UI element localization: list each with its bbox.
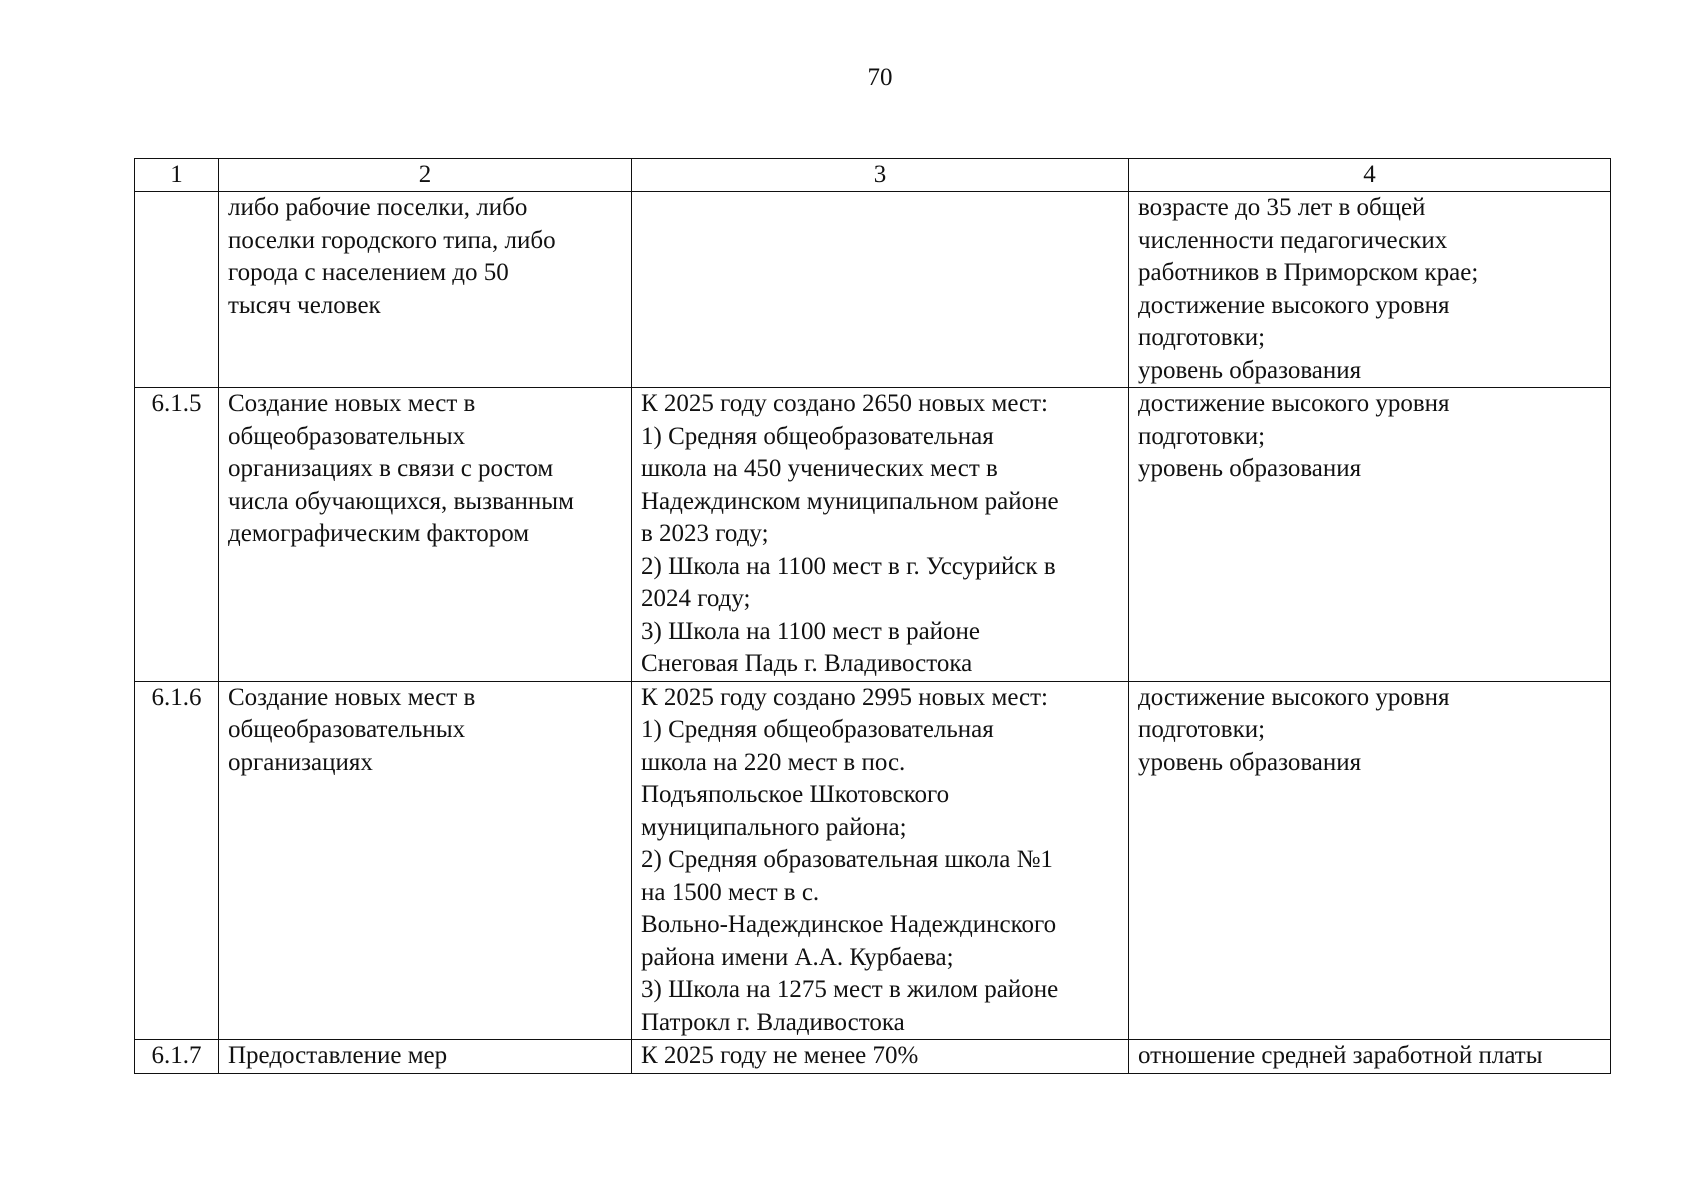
cell-c4 — [1129, 192, 1611, 388]
cell-text-line: работников в Приморском крае; — [1138, 259, 1479, 286]
cell-text-line: общеобразовательных — [228, 716, 466, 743]
cell-text-line: общеобразовательных — [228, 422, 466, 450]
cell-text-line: 1) Средняя общеобразовательная — [641, 716, 994, 743]
cell-c3 — [632, 192, 1129, 388]
cell-text-line: Подъяпольское Шкотовского — [641, 781, 950, 808]
cell-c2 — [219, 1040, 632, 1074]
cell-c2 — [219, 681, 632, 1040]
cell-text-line: либо рабочие поселки, либо — [228, 194, 528, 221]
cell-text-line: на 1500 мест в с. — [641, 878, 820, 906]
column-header-2: 2 — [219, 159, 632, 192]
cell-text-line: школа на 450 ученических мест в — [641, 455, 998, 482]
cell-text-line: организациях — [228, 748, 373, 776]
cell-text-line: Патрокл г. Владивостока — [641, 1008, 905, 1036]
cell-text-line: К 2025 году создано 2995 новых мест: — [641, 683, 1049, 711]
cell-text-line: 3) Школа на 1275 мест в жилом районе — [641, 976, 1059, 1003]
cell-text-line: Надеждинском муниципальном районе — [641, 487, 1059, 515]
cell-text-line: тысяч человек — [228, 291, 381, 319]
cell-text-line: поселки городского типа, либо — [228, 226, 556, 254]
table-row — [135, 388, 1611, 682]
cell-text-line: достижение высокого уровня — [1138, 390, 1450, 417]
document-table — [134, 158, 1611, 1074]
cell-c4 — [1129, 681, 1611, 1040]
cell-text-line: 2024 году; — [641, 585, 751, 612]
cell-text-line: достижение высокого уровня — [1138, 683, 1450, 711]
row-number-cell: 6.1.6 — [135, 681, 219, 1040]
table-header-row — [135, 159, 1611, 192]
cell-text-line: Предоставление мер — [228, 1042, 448, 1069]
cell-text-line: города с населением до 50 — [228, 259, 509, 286]
cell-text-line: 2) Школа на 1100 мест в г. Уссурийск в — [641, 552, 1056, 580]
cell-text-line: уровень образования — [1138, 748, 1362, 776]
cell-c2 — [219, 192, 632, 388]
cell-text-line: школа на 220 мест в пос. — [641, 748, 906, 776]
cell-c2 — [219, 388, 632, 682]
row-number-cell — [135, 192, 219, 388]
cell-c4 — [1129, 388, 1611, 682]
cell-text-line: численности педагогических — [1138, 226, 1448, 254]
cell-text-line: подготовки; — [1138, 422, 1266, 450]
cell-c3 — [632, 681, 1129, 1040]
cell-c3 — [632, 1040, 1129, 1074]
cell-text-line: Создание новых мест в — [228, 390, 476, 417]
cell-text-line: организациях в связи с ростом — [228, 455, 554, 482]
cell-text-line: района имени А.А. Курбаева; — [641, 943, 954, 971]
table-row — [135, 1040, 1611, 1074]
column-header-1: 1 — [135, 159, 219, 192]
cell-c4 — [1129, 1040, 1611, 1074]
cell-text-line: 1) Средняя общеобразовательная — [641, 422, 994, 450]
cell-text-line: уровень образования — [1138, 356, 1362, 384]
cell-text-line: К 2025 году не менее 70% — [641, 1042, 919, 1069]
cell-text-line: Снеговая Падь г. Владивостока — [641, 650, 973, 677]
cell-text-line: муниципального района; — [641, 813, 907, 841]
cell-text-line: возрасте до 35 лет в общей — [1138, 194, 1426, 221]
cell-text-line: 2) Средняя образовательная школа №1 — [641, 846, 1053, 873]
cell-text-line: уровень образования — [1138, 455, 1362, 482]
table-row — [135, 192, 1611, 388]
cell-text-line: Вольно-Надеждинское Надеждинского — [641, 911, 1057, 938]
cell-text-line: Создание новых мест в — [228, 683, 476, 711]
cell-text-line: демографическим фактором — [228, 520, 530, 547]
cell-text-line: подготовки; — [1138, 324, 1266, 351]
cell-text-line: числа обучающихся, вызванным — [228, 487, 574, 515]
cell-text-line: 3) Школа на 1100 мест в районе — [641, 617, 981, 645]
cell-text-line: достижение высокого уровня — [1138, 291, 1450, 319]
row-number-cell: 6.1.5 — [135, 388, 219, 682]
column-header-3: 3 — [632, 159, 1129, 192]
cell-text-line: К 2025 году создано 2650 новых мест: — [641, 390, 1049, 417]
cell-text-line: в 2023 году; — [641, 520, 769, 547]
row-number-cell: 6.1.7 — [135, 1040, 219, 1074]
cell-text-line: отношение средней заработной платы — [1138, 1042, 1543, 1069]
cell-text-line: подготовки; — [1138, 716, 1266, 743]
column-header-4: 4 — [1129, 159, 1611, 192]
page-number: 70 — [867, 64, 893, 91]
cell-c3 — [632, 388, 1129, 682]
table-row — [135, 681, 1611, 1040]
